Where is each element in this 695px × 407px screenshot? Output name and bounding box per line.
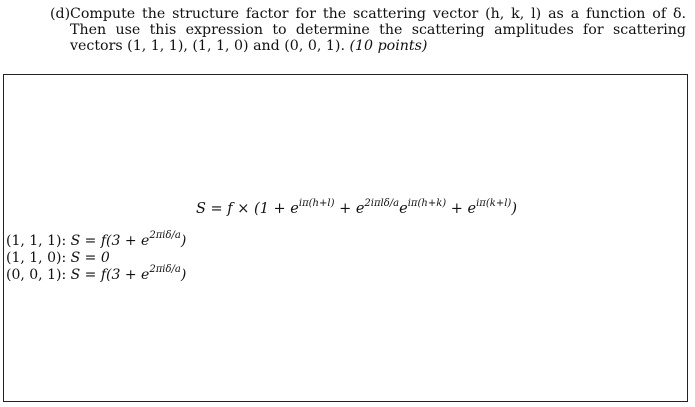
result-line — [6, 230, 187, 250]
eq-lhs: S = f × (1 + e — [196, 201, 299, 217]
result-vector: (1, 1, 1): — [6, 233, 67, 249]
structure-factor-equation — [196, 198, 517, 217]
result-vector: (1, 1, 0): — [6, 250, 67, 266]
eq-e-3: e — [399, 201, 408, 217]
question-label: (d) — [50, 6, 71, 22]
eq-exp-2: 2iπlδ/a — [364, 198, 400, 209]
question-points: (10 points) — [349, 38, 428, 54]
question-text: Compute the structure factor for the scattering vector (h, k, l) as a function of δ. Then use this expression to determine the scattering amplitudes for scattering vectors (1, 1, 1), (1, 1, 0) and (0, 0, 1). — [70, 6, 686, 54]
eq-close: ) — [511, 201, 517, 217]
answer-box[interactable] — [3, 74, 688, 402]
result-close: ) — [180, 233, 187, 249]
result-expression: S = f(3 + e — [70, 233, 150, 249]
result-expression: S = 0 — [70, 250, 110, 266]
eq-exp-1: iπ(h+l) — [298, 198, 335, 209]
result-exponent: 2πiδ/a — [149, 264, 181, 275]
question-block — [50, 6, 686, 54]
results-list — [6, 230, 187, 284]
result-line — [6, 264, 187, 284]
eq-plus-1: + e — [334, 201, 365, 217]
question-text-container — [70, 6, 686, 54]
eq-exp-3: iπ(h+k) — [407, 198, 447, 209]
result-exponent: 2πiδ/a — [149, 230, 181, 241]
eq-exp-4: iπ(k+l) — [476, 198, 512, 209]
result-close: ) — [180, 267, 187, 283]
result-expression: S = f(3 + e — [70, 267, 150, 283]
result-vector: (0, 0, 1): — [6, 267, 67, 283]
eq-plus-2: + e — [446, 201, 477, 217]
